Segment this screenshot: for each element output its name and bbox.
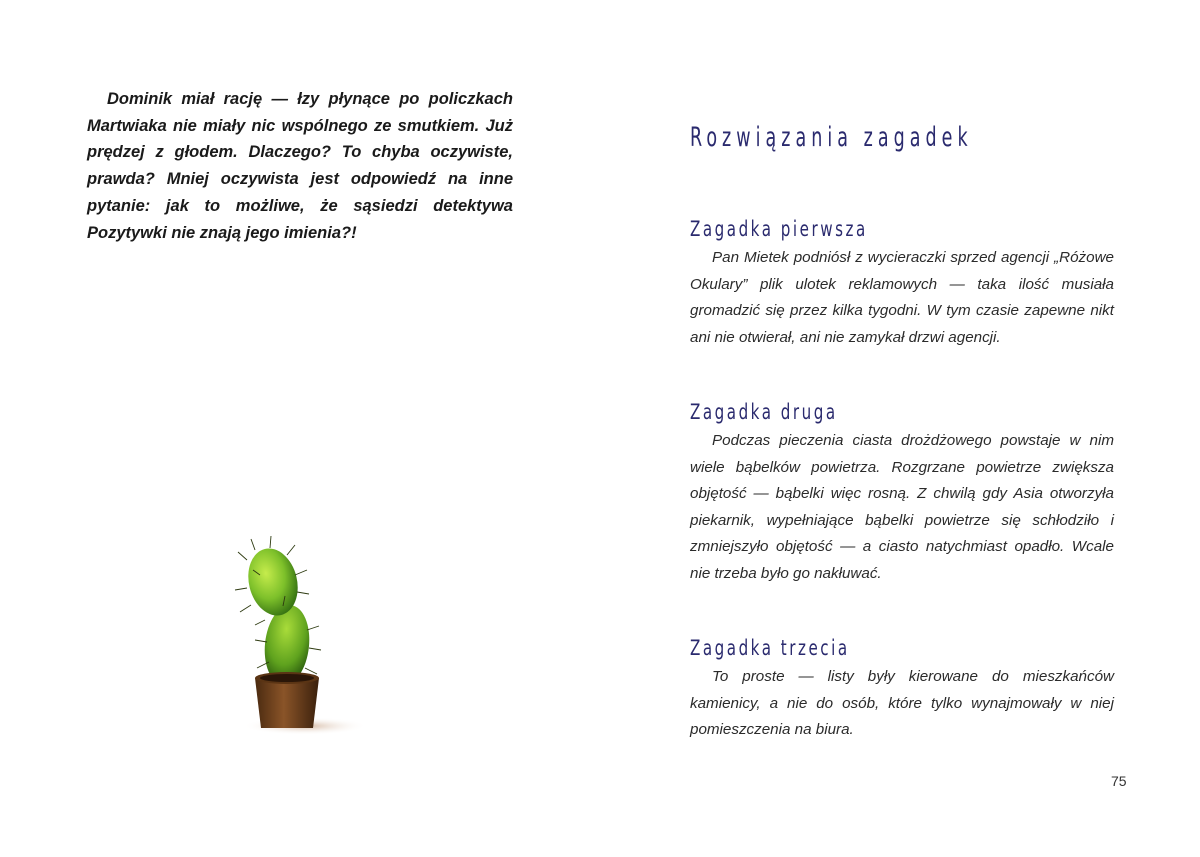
puzzle-text: Pan Mietek podniósł z wycieraczki sprzed agencji „Różowe Okulary” plik ulotek reklamowych — taka ilość musiała gromadzić się przez kilka tygodni. W tym czasie zapewne nikt ani nie otwierał, ani nie zamykał drzwi agencji. (690, 249, 1114, 346)
puzzle-heading: Zagadka pierwsza (690, 217, 868, 241)
puzzle-text: To proste — listy były kierowane do mieszkańców kamienicy, a nie do osób, które tylko wynajmowały w niej pomieszczenia na biura. (690, 668, 1114, 738)
puzzle-heading: Zagadka druga (690, 400, 838, 424)
puzzle-heading: Zagadka trzecia (690, 636, 850, 660)
puzzle-2 (690, 398, 1114, 587)
section-title: Rozwiązania zagadek (690, 122, 973, 153)
cactus-illustration (225, 530, 385, 740)
puzzle-1 (690, 215, 1114, 351)
right-page (600, 0, 1200, 857)
puzzle-3 (690, 634, 1114, 744)
page-number: 75 (1111, 773, 1127, 789)
puzzle-text: Podczas pieczenia ciasta drożdżowego powstaje w nim wiele bąbelków powietrza. Rozgrzane powietrze zwiększa objętość — bąbelki więc rosną. Z chwilą gdy Asia otworzyła piekarnik, wypełniające bąbelki powietrze się schłodziło i zmniejszyło objętość — a ciasto natychmiast opadło. Wcale nie trzeba było go nakłuwać. (690, 432, 1114, 582)
left-paragraph: Dominik miał rację — łzy płynące po policzkach Martwiaka nie miały nic wspólnego ze smutkiem. Już prędzej z głodem. Dlaczego? To chyba oczywiste, prawda? Mniej oczywista jest odpowiedź na inne pytanie: jak to możliwe, że sąsiedzi detektywa Pozytywki nie znają jego imienia?! (87, 90, 513, 242)
